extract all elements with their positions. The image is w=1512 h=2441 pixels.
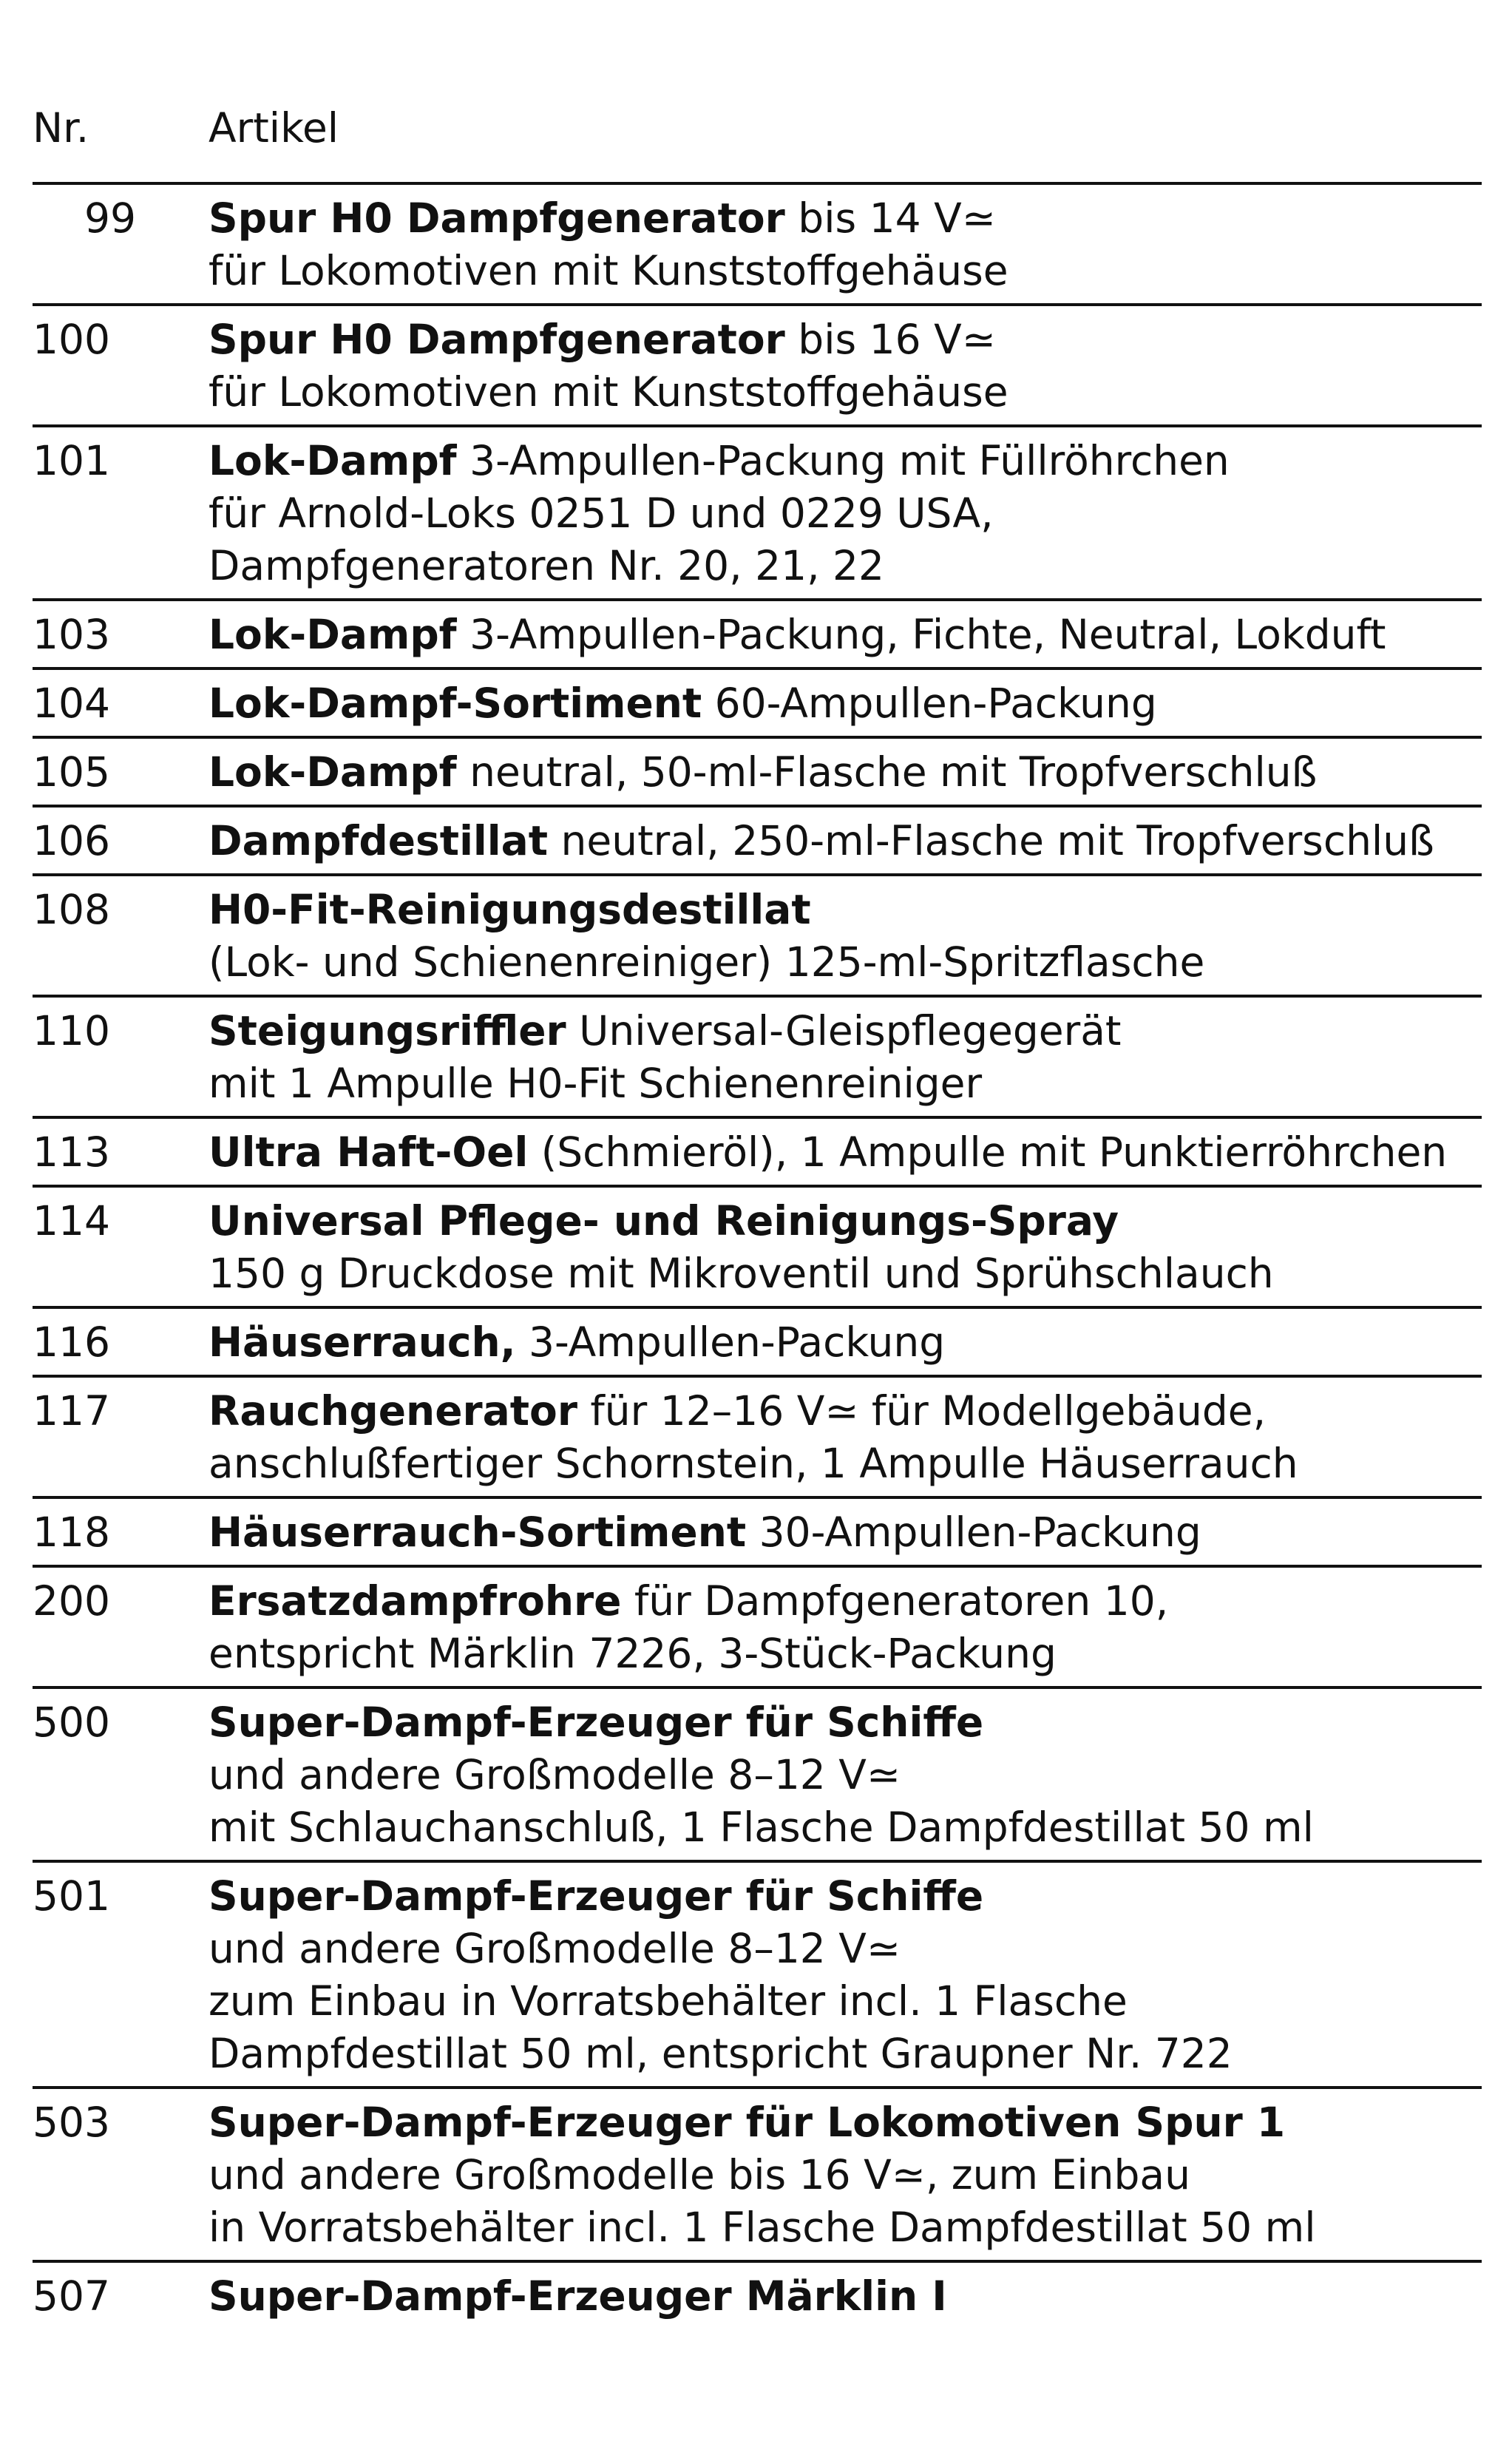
article-description bbox=[209, 1005, 1482, 1110]
article-description bbox=[209, 1870, 1482, 2080]
article-description bbox=[209, 2096, 1482, 2254]
article-detail: für Lokomotiven mit Kunststoffgehäuse bbox=[209, 247, 1008, 294]
table-row bbox=[33, 739, 1482, 808]
article-number: 99 bbox=[84, 194, 136, 242]
article-description bbox=[209, 1506, 1482, 1559]
article-name: Lok-Dampf bbox=[209, 611, 457, 658]
column-header-artikel: Artikel bbox=[209, 104, 339, 152]
article-name: Super-Dampf-Erzeuger für Schiffe bbox=[209, 1699, 984, 1746]
table-row bbox=[33, 185, 1482, 306]
article-detail: und andere Großmodelle 8–12 V≃ bbox=[209, 1925, 901, 1972]
article-name: Dampfdestillat bbox=[209, 817, 549, 864]
article-description bbox=[209, 884, 1482, 989]
article-number: 507 bbox=[33, 2272, 110, 2320]
description-line bbox=[209, 487, 1482, 540]
article-description bbox=[209, 435, 1482, 592]
article-detail: anschlußfertiger Schornstein, 1 Ampulle Häuserrauch bbox=[209, 1440, 1298, 1487]
description-line bbox=[209, 884, 1482, 936]
article-name: Spur H0 Dampfgenerator bbox=[209, 316, 785, 363]
table-row bbox=[33, 1863, 1482, 2089]
description-line bbox=[209, 1870, 1482, 1923]
article-name: Lok-Dampf bbox=[209, 437, 457, 484]
article-name: Ersatzdampfrohre bbox=[209, 1577, 622, 1625]
description-line bbox=[209, 815, 1482, 867]
description-line bbox=[209, 1975, 1482, 2028]
article-description bbox=[209, 746, 1482, 799]
description-line bbox=[209, 2149, 1482, 2201]
article-detail: in Vorratsbehälter incl. 1 Flasche Dampfdestillat 50 ml bbox=[209, 2204, 1316, 2251]
table-row bbox=[33, 1499, 1482, 1568]
description-line bbox=[209, 2028, 1482, 2080]
article-description bbox=[209, 1316, 1482, 1369]
article-detail: 60-Ampullen-Packung bbox=[702, 680, 1157, 727]
article-detail: und andere Großmodelle 8–12 V≃ bbox=[209, 1751, 901, 1798]
article-description bbox=[209, 2270, 1482, 2323]
description-line bbox=[209, 1749, 1482, 1801]
article-description bbox=[209, 1195, 1482, 1300]
article-number: 110 bbox=[33, 1007, 110, 1054]
article-detail: für Arnold-Loks 0251 D und 0229 USA, bbox=[209, 490, 994, 537]
article-number: 108 bbox=[33, 886, 110, 933]
article-detail: neutral, 250-ml-Flasche mit Tropfverschluß bbox=[548, 817, 1434, 864]
article-name: Super-Dampf-Erzeuger Märklin I bbox=[209, 2272, 947, 2320]
article-detail: neutral, 50-ml-Flasche mit Tropfverschluß bbox=[456, 748, 1318, 796]
article-number: 118 bbox=[33, 1509, 110, 1556]
table-header bbox=[33, 87, 1482, 169]
article-detail: und andere Großmodelle bis 16 V≃, zum Einbau bbox=[209, 2151, 1190, 2198]
article-number: 503 bbox=[33, 2099, 110, 2146]
description-line bbox=[209, 746, 1482, 799]
article-number: 104 bbox=[33, 680, 110, 727]
column-header-nr: Nr. bbox=[33, 104, 89, 152]
article-description bbox=[209, 1385, 1482, 1490]
description-line bbox=[209, 1801, 1482, 1854]
article-detail: Universal-Gleispflegegerät bbox=[566, 1007, 1122, 1054]
description-line bbox=[209, 2270, 1482, 2323]
description-line bbox=[209, 1923, 1482, 1975]
table-row bbox=[33, 1188, 1482, 1309]
article-description bbox=[209, 314, 1482, 419]
table-row bbox=[33, 998, 1482, 1119]
table-row bbox=[33, 306, 1482, 427]
description-line bbox=[209, 1247, 1482, 1300]
description-line bbox=[209, 1316, 1482, 1369]
description-line bbox=[209, 1575, 1482, 1628]
article-detail: mit 1 Ampulle H0-Fit Schienenreiniger bbox=[209, 1060, 983, 1107]
article-name: Häuserrauch, bbox=[209, 1318, 516, 1366]
article-number: 105 bbox=[33, 748, 110, 796]
article-number: 116 bbox=[33, 1318, 110, 1366]
article-name: Häuserrauch-Sortiment bbox=[209, 1509, 747, 1556]
article-number: 117 bbox=[33, 1387, 110, 1435]
article-number: 103 bbox=[33, 611, 110, 658]
description-line bbox=[209, 314, 1482, 366]
table-row bbox=[33, 876, 1482, 998]
article-name: Rauchgenerator bbox=[209, 1387, 577, 1435]
description-line bbox=[209, 1126, 1482, 1179]
article-detail: (Lok- und Schienenreiniger) 125-ml-Spritzflasche bbox=[209, 938, 1205, 986]
article-detail: für Dampfgeneratoren 10, bbox=[621, 1577, 1169, 1625]
article-number: 106 bbox=[33, 817, 110, 864]
article-number: 200 bbox=[33, 1577, 110, 1625]
description-line bbox=[209, 435, 1482, 487]
description-line bbox=[209, 1628, 1482, 1680]
article-description bbox=[209, 192, 1482, 297]
article-name: Universal Pflege- und Reinigungs-Spray bbox=[209, 1197, 1119, 1245]
article-name: Lok-Dampf-Sortiment bbox=[209, 680, 702, 727]
article-number: 101 bbox=[33, 437, 110, 484]
article-name: Lok-Dampf bbox=[209, 748, 457, 796]
article-detail: zum Einbau in Vorratsbehälter incl. 1 Flasche bbox=[209, 1977, 1128, 2025]
article-description bbox=[209, 609, 1482, 661]
article-detail: 3-Ampullen-Packung, Fichte, Neutral, Lokduft bbox=[456, 611, 1386, 658]
article-detail: (Schmieröl), 1 Ampulle mit Punktierröhrchen bbox=[528, 1128, 1448, 1176]
description-line bbox=[209, 245, 1482, 297]
article-name: Steigungsriffler bbox=[209, 1007, 566, 1054]
article-number: 501 bbox=[33, 1872, 110, 1920]
article-detail: bis 14 V≃ bbox=[784, 194, 996, 242]
description-line bbox=[209, 677, 1482, 730]
description-line bbox=[209, 609, 1482, 661]
description-line bbox=[209, 1195, 1482, 1247]
article-number: 500 bbox=[33, 1699, 110, 1746]
table-row bbox=[33, 601, 1482, 670]
article-detail: 150 g Druckdose mit Mikroventil und Sprühschlauch bbox=[209, 1250, 1274, 1297]
table-row bbox=[33, 1568, 1482, 1689]
table-row bbox=[33, 808, 1482, 876]
article-detail: 3-Ampullen-Packung mit Füllröhrchen bbox=[456, 437, 1230, 484]
article-detail: 30-Ampullen-Packung bbox=[746, 1509, 1201, 1556]
article-detail: für Lokomotiven mit Kunststoffgehäuse bbox=[209, 368, 1008, 416]
article-name: Super-Dampf-Erzeuger für Lokomotiven Spur 1 bbox=[209, 2099, 1286, 2146]
description-line bbox=[209, 1057, 1482, 1110]
description-line bbox=[209, 1005, 1482, 1057]
article-description bbox=[209, 815, 1482, 867]
article-number: 100 bbox=[33, 316, 110, 363]
article-number: 113 bbox=[33, 1128, 110, 1176]
description-line bbox=[209, 2201, 1482, 2254]
article-name: Super-Dampf-Erzeuger für Schiffe bbox=[209, 1872, 984, 1920]
description-line bbox=[209, 366, 1482, 419]
article-detail: bis 16 V≃ bbox=[784, 316, 996, 363]
article-number: 114 bbox=[33, 1197, 110, 1245]
article-name: H0-Fit-Reinigungsdestillat bbox=[209, 886, 811, 933]
article-detail: mit Schlauchanschluß, 1 Flasche Dampfdestillat 50 ml bbox=[209, 1804, 1314, 1851]
table-row bbox=[33, 427, 1482, 601]
article-detail: Dampfgeneratoren Nr. 20, 21, 22 bbox=[209, 542, 885, 589]
table-row bbox=[33, 1378, 1482, 1499]
article-detail: 3-Ampullen-Packung bbox=[515, 1318, 946, 1366]
article-name: Ultra Haft-Oel bbox=[209, 1128, 529, 1176]
description-line bbox=[209, 192, 1482, 245]
article-description bbox=[209, 1126, 1482, 1179]
description-line bbox=[209, 540, 1482, 592]
table-row bbox=[33, 1689, 1482, 1863]
article-detail: Dampfdestillat 50 ml, entspricht Graupner Nr. 722 bbox=[209, 2030, 1233, 2077]
article-description bbox=[209, 677, 1482, 730]
description-line bbox=[209, 1385, 1482, 1438]
table-row bbox=[33, 670, 1482, 739]
article-table bbox=[33, 185, 1482, 2329]
article-name: Spur H0 Dampfgenerator bbox=[209, 194, 785, 242]
description-line bbox=[209, 1696, 1482, 1749]
article-description bbox=[209, 1575, 1482, 1680]
description-line bbox=[209, 1438, 1482, 1490]
table-row bbox=[33, 2089, 1482, 2263]
table-row bbox=[33, 1119, 1482, 1188]
description-line bbox=[209, 936, 1482, 989]
description-line bbox=[209, 2096, 1482, 2149]
table-row bbox=[33, 1309, 1482, 1378]
table-row bbox=[33, 2263, 1482, 2329]
article-detail: entspricht Märklin 7226, 3-Stück-Packung bbox=[209, 1630, 1057, 1677]
description-line bbox=[209, 1506, 1482, 1559]
article-description bbox=[209, 1696, 1482, 1854]
article-detail: für 12–16 V≃ für Modellgebäude, bbox=[577, 1387, 1267, 1435]
